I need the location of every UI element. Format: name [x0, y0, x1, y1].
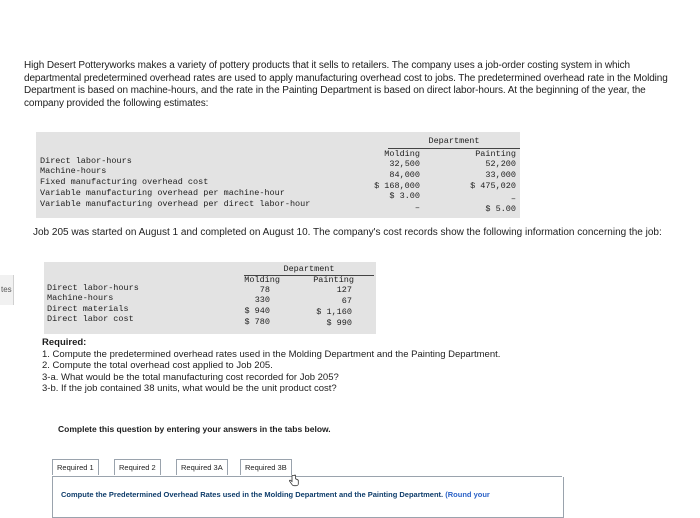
job-department-header: Department [244, 264, 374, 276]
estimates-col-molding: Molding [384, 149, 420, 159]
panel-instruction [61, 490, 490, 499]
problem-intro: High Desert Potteryworks makes a variety of pottery products that it sells to retailers. The company uses a job-order costing system in which departmental predetermined overhead rates are used to apply manufacturing overhead cost to jobs. The predetermined overhead rate in the Molding Department is based on machine-hours, and the rate in the Painting Department is based on direct labor-hours. At the beginning of the year, the company provided the following estimates: [24, 60, 668, 109]
job-row-molding: $ 780 [244, 317, 270, 327]
estimates-row-molding: – [414, 203, 420, 213]
job-row-painting: 127 [336, 285, 352, 295]
instruction-text: Compute the Predetermined Overhead Rates used in the Molding Department and the Painting Department. [61, 490, 444, 499]
tab-required-3a[interactable]: Required 3A [176, 459, 228, 475]
required-item: 2. Compute the total overhead cost applied to Job 205. [42, 360, 273, 371]
job-row-painting: $ 1,160 [316, 307, 352, 317]
estimates-row-painting: $ 475,020 [470, 181, 516, 191]
tab-required-3b[interactable]: Required 3B [240, 459, 292, 475]
job-205-table [44, 262, 376, 334]
estimates-row-molding: $ 168,000 [374, 181, 420, 191]
tab-required-2[interactable]: Required 2 [114, 459, 161, 475]
estimates-row-painting: $ 5.00 [485, 204, 516, 214]
job-row-painting: 67 [341, 296, 352, 306]
estimates-row-painting: – [510, 194, 516, 204]
estimates-row-label: Direct labor-hours [40, 156, 132, 166]
job-row-molding: 330 [254, 295, 270, 305]
estimates-row-molding: 84,000 [389, 170, 420, 180]
required-heading: Required: [42, 337, 87, 348]
job-row-label: Direct labor-hours [47, 283, 139, 293]
estimates-row-label: Variable manufacturing overhead per direct labor-hour [40, 199, 311, 209]
hand-pointer-icon [287, 474, 301, 488]
job-intro: Job 205 was started on August 1 and completed on August 10. The company's cost records show the following information concerning the job: [33, 227, 662, 238]
estimates-table [36, 132, 520, 218]
rounding-hint: (Round your [445, 490, 490, 499]
side-tab[interactable]: tes [0, 275, 14, 305]
estimates-row-label: Fixed manufacturing overhead cost [40, 177, 209, 187]
estimates-col-painting: Painting [475, 149, 516, 159]
complete-note: Complete this question by entering your answers in the tabs below. [58, 424, 331, 434]
estimates-department-header: Department [388, 136, 520, 149]
required-item: 3-b. If the job contained 38 units, what would be the unit product cost? [42, 383, 337, 394]
estimates-row-painting: 52,200 [485, 159, 516, 169]
estimates-row-label: Machine-hours [40, 166, 107, 176]
job-col-painting: Painting [313, 275, 354, 285]
tab-required-1[interactable]: Required 1 [52, 459, 99, 475]
job-row-molding: $ 940 [244, 306, 270, 316]
job-row-label: Machine-hours [47, 293, 114, 303]
answer-panel [52, 477, 564, 518]
required-item: 3-a. What would be the total manufacturing cost recorded for Job 205? [42, 371, 339, 383]
job-row-label: Direct materials [47, 304, 129, 314]
estimates-row-molding: $ 3.00 [389, 191, 420, 201]
job-col-molding: Molding [244, 275, 280, 285]
job-row-label: Direct labor cost [47, 314, 134, 324]
estimates-row-molding: 32,500 [389, 159, 420, 169]
required-item: 1. Compute the predetermined overhead rates used in the Molding Department and the Painting Department. [42, 348, 501, 360]
estimates-row-painting: 33,000 [485, 170, 516, 180]
job-row-molding: 78 [259, 285, 270, 295]
job-row-painting: $ 990 [326, 318, 352, 328]
estimates-row-label: Variable manufacturing overhead per machine-hour [40, 188, 285, 198]
required-section [42, 337, 642, 395]
answer-tabs [52, 457, 562, 477]
